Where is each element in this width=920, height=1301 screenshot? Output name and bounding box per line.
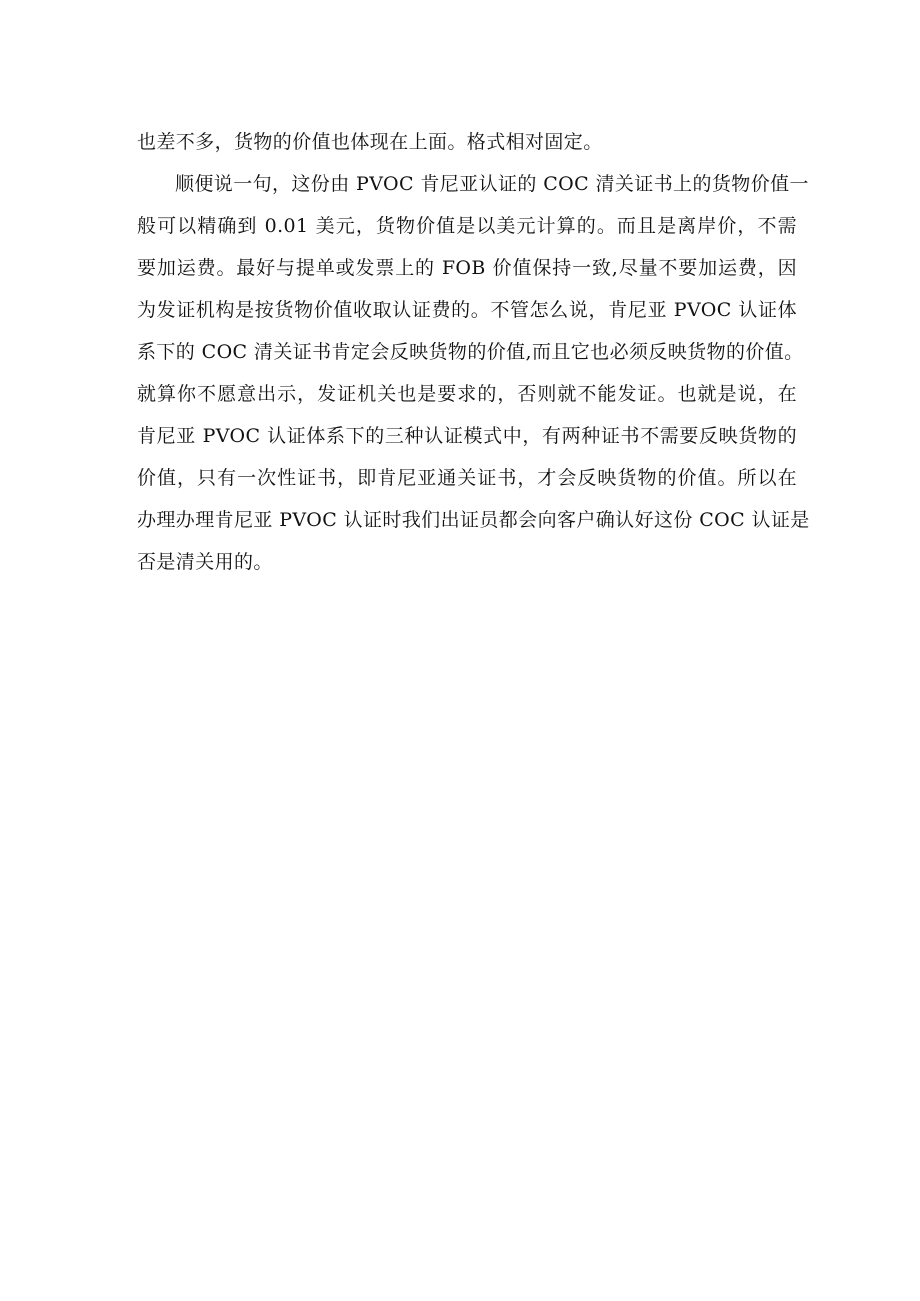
- text-line: 否是清关用的。: [137, 551, 273, 573]
- document-body: [137, 121, 810, 583]
- text-line: 为发证机构是按货物价值收取认证费的。不管怎么说，肯尼亚 PVOC 认证体: [137, 299, 797, 321]
- text-line: 也差不多，货物的价值也体现在上面。格式相对固定。: [137, 131, 603, 153]
- text-line: 价值，只有一次性证书，即肯尼亚通关证书，才会反映货物的价值。所以在: [137, 467, 797, 489]
- text-line: 顺便说一句，这份由 PVOC 肯尼亚认证的 COC 清关证书上的货物价值一: [175, 173, 809, 195]
- text-line: 要加运费。最好与提单或发票上的 FOB 价值保持一致,尽量不要加运费，因: [137, 257, 797, 279]
- text-line: 般可以精确到 0.01 美元，货物价值是以美元计算的。而且是离岸价，不需: [137, 215, 797, 237]
- text-line: 就算你不愿意出示，发证机关也是要求的，否则就不能发证。也就是说，在: [137, 383, 797, 405]
- text-line: 办理办理肯尼亚 PVOC 认证时我们出证员都会向客户确认好这份 COC 认证是: [137, 509, 810, 531]
- text-line: 系下的 COC 清关证书肯定会反映货物的价值,而且它也必须反映货物的价值。: [137, 341, 804, 363]
- text-line: 肯尼亚 PVOC 认证体系下的三种认证模式中，有两种证书不需要反映货物的: [137, 425, 797, 447]
